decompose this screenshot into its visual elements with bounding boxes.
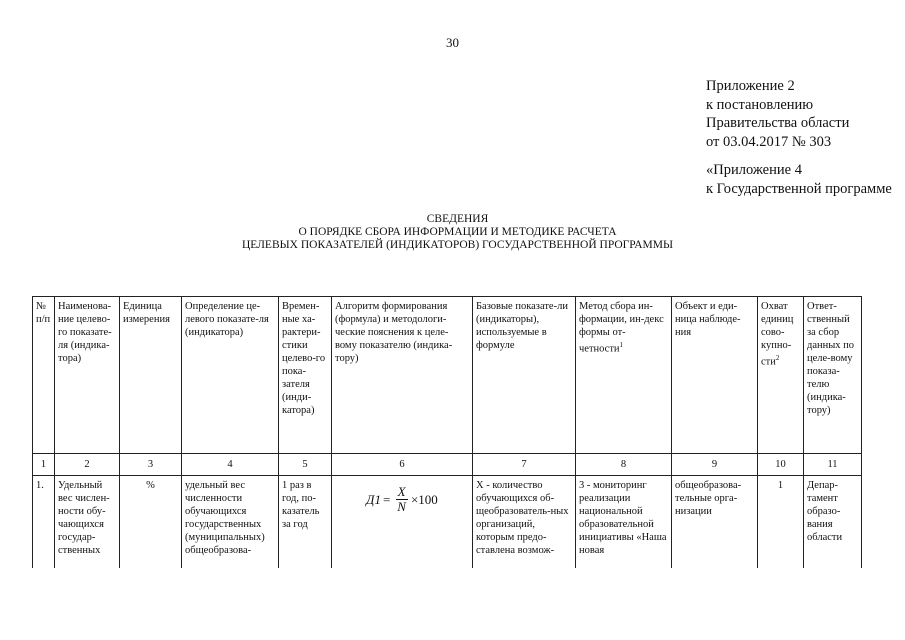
column-number: 1 <box>33 454 55 476</box>
unit-of-measure: % <box>120 476 182 569</box>
formula-lhs: Д1 <box>366 492 381 507</box>
header-cell <box>576 297 672 454</box>
header-cell: Ответ-ственный за сбор данных по целе-вому показа-телю (индика-тору) <box>804 297 862 454</box>
column-number: 4 <box>182 454 279 476</box>
indicator-definition: удельный вес численности обучающихся государственных (муниципальных) общеобразова- <box>182 476 279 569</box>
indicator-name: Удельный вес числен-ности обу-чающихся государ-ственных <box>55 476 120 569</box>
title-line: О ПОРЯДКЕ СБОРА ИНФОРМАЦИИ И МЕТОДИКЕ РАСЧЕТА <box>298 226 617 238</box>
appendix-line: Правительства области <box>706 115 850 131</box>
header-cell: Базовые показате-ли (индикаторы), используемые в формуле <box>473 297 576 454</box>
header-cell: Наименова-ние целево-го показате-ля (индика-тора) <box>55 297 120 454</box>
appendix-line: к постановлению <box>706 96 814 113</box>
header-text: Метод сбора ин-формации, ин-декс формы от-четности <box>579 301 664 355</box>
appendix-line: от 03.04.2017 № 303 <box>706 133 832 150</box>
base-indicators: X - количество обучающихся об-щеобразователь-ных организаций, которым предо-ставлена возмож- <box>473 476 576 569</box>
header-cell <box>758 297 804 454</box>
header-cell: Определение це-левого показате-ля (индикатора) <box>182 297 279 454</box>
header-cell: Единица измерения <box>120 297 182 454</box>
appendix-line: «Приложение 4 <box>706 162 802 178</box>
table-header-row <box>33 297 862 454</box>
title-line: СВЕДЕНИЯ <box>426 213 489 225</box>
formula-multiplier: ×100 <box>410 492 438 507</box>
column-number: 8 <box>576 454 672 476</box>
formula-numerator: X <box>397 484 406 499</box>
footnote-marker: 2 <box>775 354 780 362</box>
footnote-marker: 1 <box>619 341 624 349</box>
page-number: 30 <box>446 35 459 50</box>
observation-object: общеобразова-тельные орга-низации <box>672 476 758 569</box>
header-cell: Алгоритм формирования (формула) и методологи-ческие пояснения к целе-вому показателю (индика-тору) <box>332 297 473 454</box>
document-title <box>0 213 905 252</box>
time-characteristics: 1 раз в год, по-казатель за год <box>279 476 332 569</box>
column-number: 5 <box>279 454 332 476</box>
column-number: 3 <box>120 454 182 476</box>
header-text: Охват единиц сово-купно-сти <box>761 301 794 368</box>
column-number: 6 <box>332 454 473 476</box>
column-number: 10 <box>758 454 804 476</box>
table-row <box>33 476 862 569</box>
column-number: 2 <box>55 454 120 476</box>
header-cell: Времен-ные ха-рактери-стики целево-го пока-зателя (инди-катора) <box>279 297 332 454</box>
formula-denominator: N <box>397 499 406 514</box>
calculation-formula <box>332 476 473 569</box>
title-line: ЦЕЛЕВЫХ ПОКАЗАТЕЛЕЙ (ИНДИКАТОРОВ) ГОСУДАРСТВЕННОЙ ПРОГРАММЫ <box>241 239 674 251</box>
indicators-table <box>32 296 862 568</box>
formula-fraction <box>395 485 408 514</box>
formula <box>335 485 469 514</box>
program-appendix-reference <box>706 161 892 198</box>
column-numbers-row <box>33 454 862 476</box>
header-cell: № п/п <box>33 297 55 454</box>
column-number: 11 <box>804 454 862 476</box>
coverage: 1 <box>758 476 804 569</box>
column-number: 7 <box>473 454 576 476</box>
formula-equals: = <box>382 492 391 507</box>
appendix-reference <box>706 77 849 151</box>
header-cell: Объект и еди-ница наблюде-ния <box>672 297 758 454</box>
appendix-line: к Государственной программе <box>706 180 892 197</box>
column-number: 9 <box>672 454 758 476</box>
collection-method: 3 - мониторинг реализации национальной образовательной инициативы «Наша новая <box>576 476 672 569</box>
appendix-line: Приложение 2 <box>706 78 795 94</box>
responsible-body: Депар-тамент образо-вания области <box>804 476 862 569</box>
row-number: 1. <box>33 476 55 569</box>
